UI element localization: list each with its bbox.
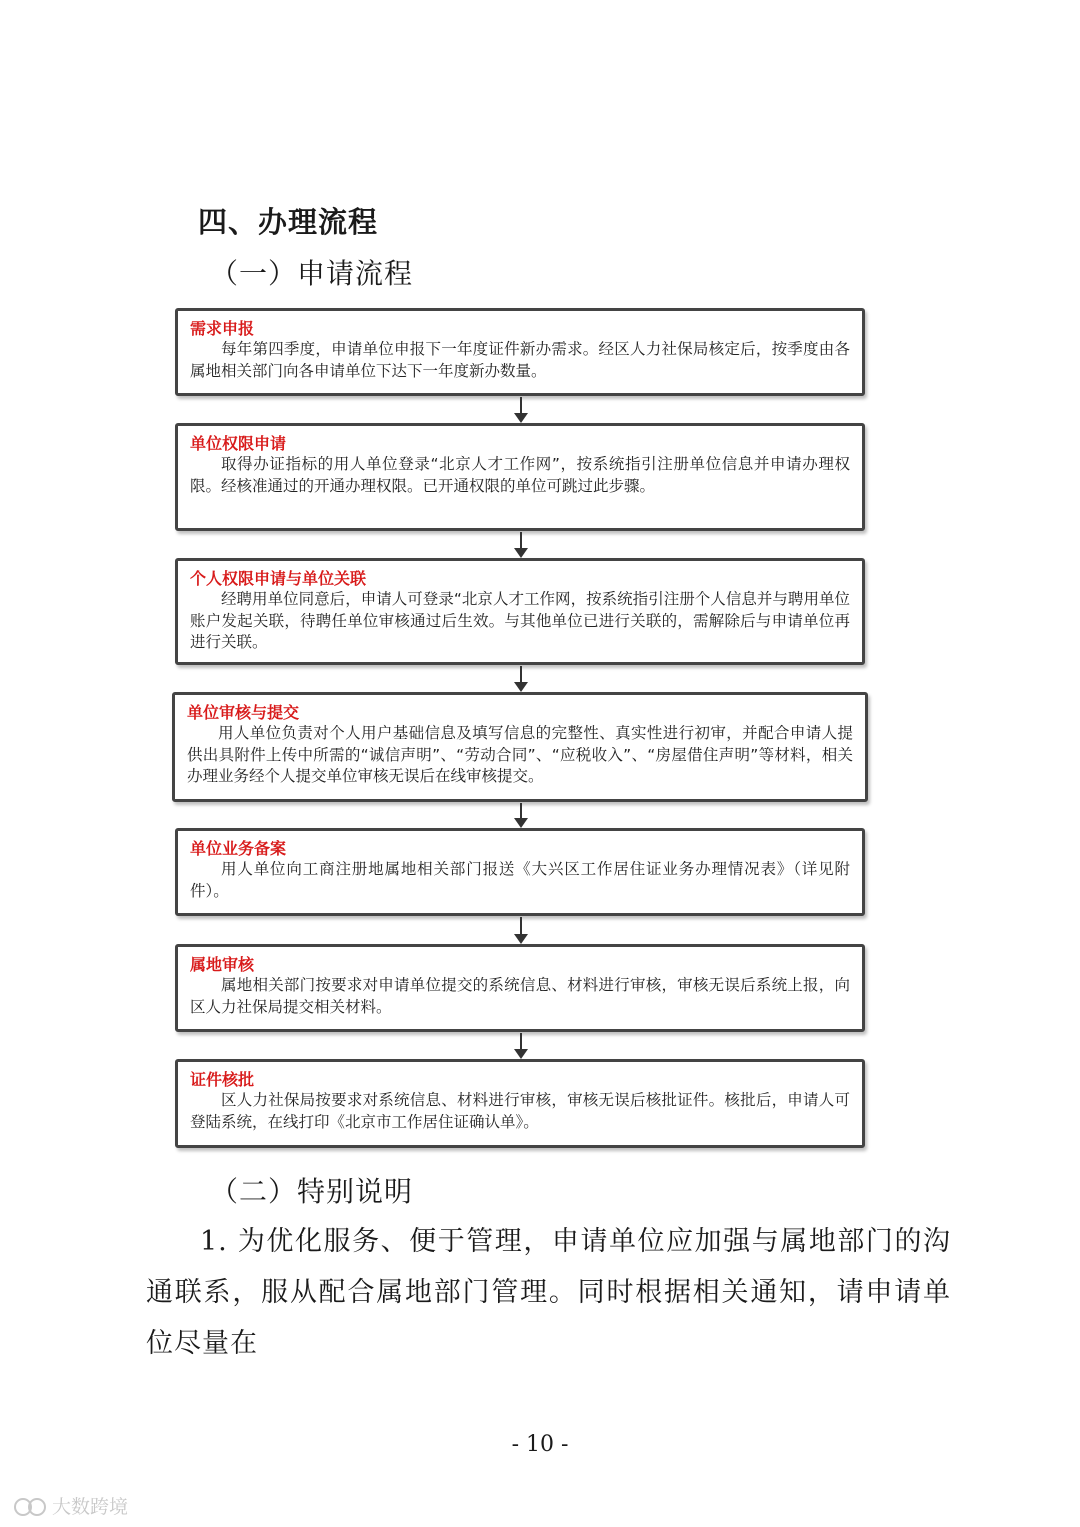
flow-step-title: 单位权限申请 [190,434,287,453]
watermark-text: 大数跨境 [52,1496,129,1518]
flow-step-unit-permission [175,423,865,531]
body-paragraph: 1. 为优化服务、便于管理，申请单位应加强与属地部门的沟通联系，服从配合属地部门管理。同时根据相关通知，请申请单位尽量在 [146,1226,951,1359]
flow-step-title: 单位审核与提交 [187,703,300,722]
flow-arrow-icon [514,917,528,944]
flow-step-text: 属地相关部门按要求对申请单位提交的系统信息、材料进行审核，审核无误后系统上报，向区人力社保局提交相关材料。 [190,976,850,1016]
flow-step-title: 证件核批 [190,1070,255,1089]
flow-arrow-icon [514,532,528,558]
flow-step-title: 个人权限申请与单位关联 [190,569,367,588]
flow-arrow-icon [514,666,528,692]
section-heading: 四、办理流程 [198,205,379,239]
flow-step-text: 用人单位负责对个人用户基础信息及填写信息的完整性、真实性进行初审，并配合申请人提供出具附件上传中所需的“诚信声明”、“劳动合同”、“应税收入”、“房屋借住声明”等材料，相关办理业务经个人提交单位审核无误后在线审核提交。 [187,724,853,785]
watermark-logo-icon [12,1496,48,1516]
flow-arrow-icon [514,803,528,828]
flow-step-text: 取得办证指标的用人单位登录“北京人才工作网”，按系统指引注册单位信息并申请办理权限。经核准通过的开通办理权限。已开通权限的单位可跳过此步骤。 [190,455,850,495]
subsection-heading-process: （一）申请流程 [210,257,414,290]
watermark [12,1492,128,1519]
flow-step-title: 需求申报 [190,319,255,338]
flow-step-text: 用人单位向工商注册地属地相关部门报送《大兴区工作居住证业务办理情况表》（详见附件）。 [190,860,850,900]
flow-step-text: 每年第四季度，申请单位申报下一年度证件新办需求。经区人力社保局核定后，按季度由各属地相关部门向各申请单位下达下一年度新办数量。 [190,340,850,380]
flow-arrow-icon [514,397,528,423]
flow-step-personal-permission [175,558,865,665]
flow-step-text: 经聘用单位同意后，申请人可登录“北京人才工作网，按系统指引注册个人信息并与聘用单位账户发起关联，待聘任单位审核通过后生效。与其他单位已进行关联的，需解除后与申请单位再进行关联。 [190,590,850,651]
flow-step-unit-filing [175,828,865,916]
flow-step-text: 区人力社保局按要求对系统信息、材料进行审核，审核无误后核批证件。核批后，申请人可登陆系统，在线打印《北京市工作居住证确认单》。 [190,1091,850,1131]
flow-arrow-icon [514,1033,528,1059]
flow-step-local-review [175,944,865,1032]
page-number: - 10 - [511,1432,569,1457]
flow-step-title: 属地审核 [190,955,255,974]
flow-step-title: 单位业务备案 [190,839,287,858]
flow-step-demand-declaration [175,308,865,396]
flow-step-certificate-approval [175,1059,865,1148]
subsection-heading-notes: （二）特别说明 [210,1175,414,1208]
flow-step-unit-review [172,692,868,802]
